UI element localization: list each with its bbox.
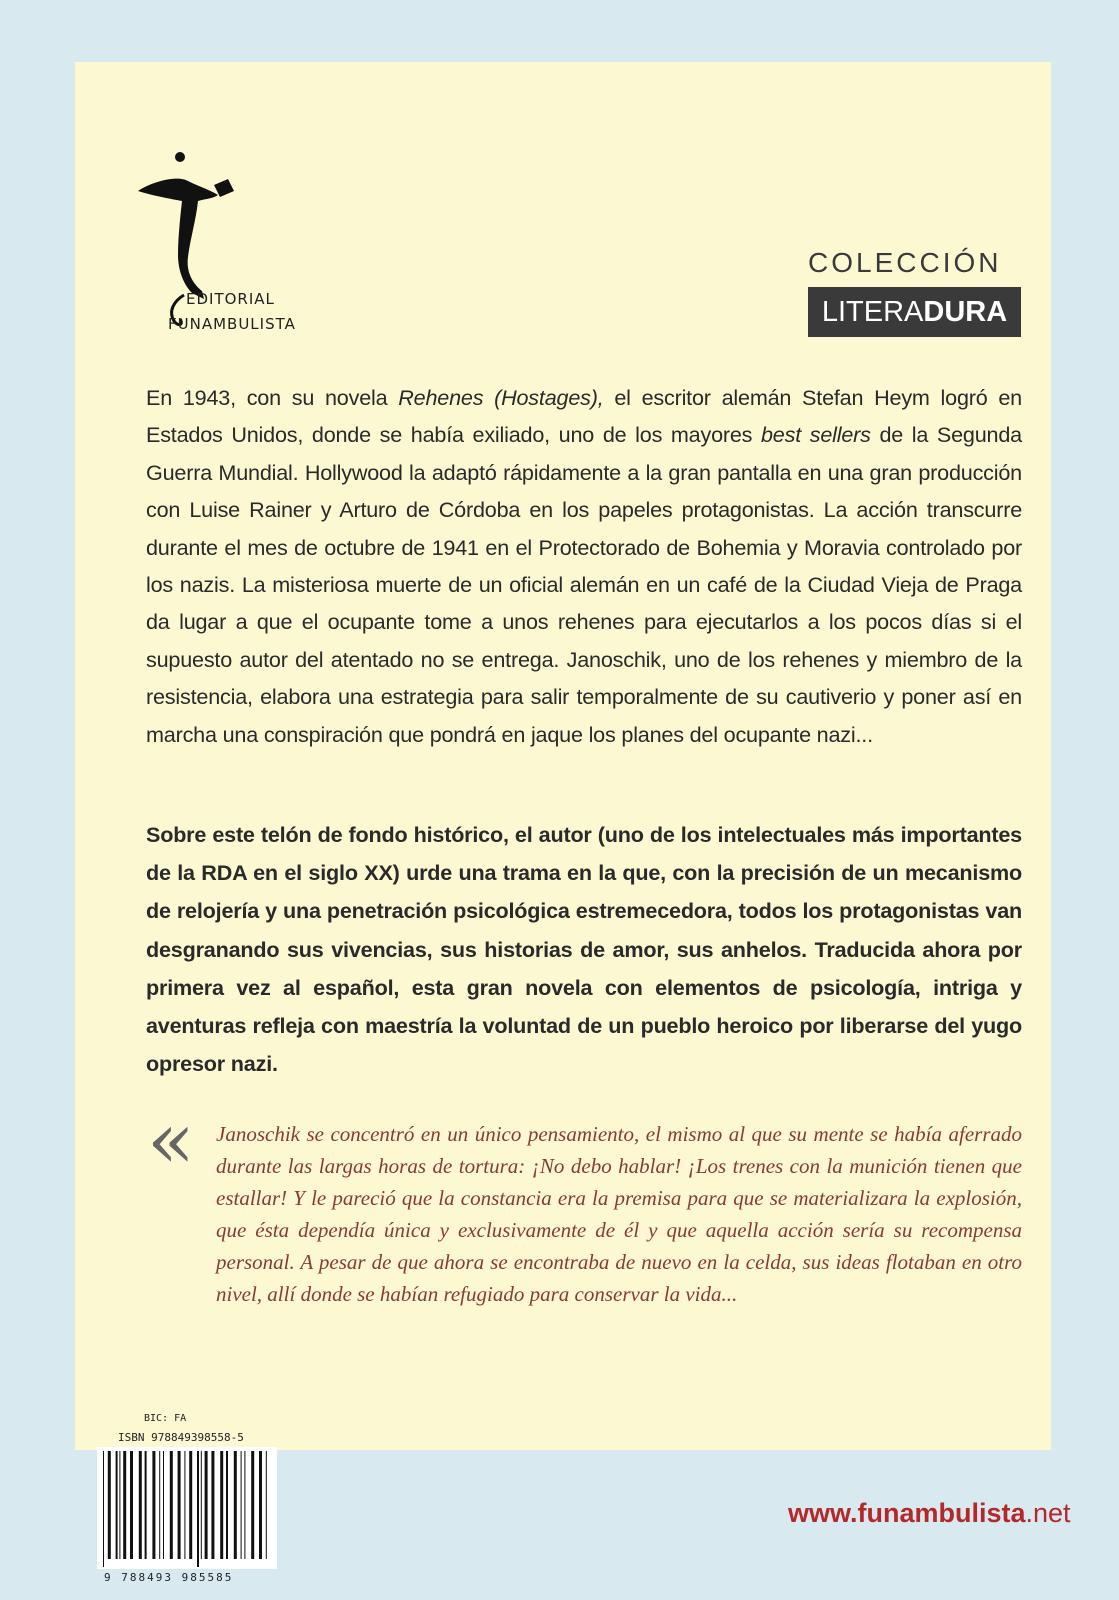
barcode-bar bbox=[241, 1451, 242, 1559]
barcode-bar bbox=[184, 1451, 185, 1559]
barcode-bar bbox=[178, 1451, 181, 1559]
barcode-bar bbox=[205, 1451, 208, 1559]
barcode-bar bbox=[266, 1451, 267, 1559]
synopsis-text: de la Segunda Guerra Mundial. Hollywood la adaptó rápidamente a la gran pantalla en una gran producción con Luise Rainer y Arturo de Córdoba en los papeles protagonistas. La acción transcurre durante el mes de octubre de 1941 en el Protectorado de Bohemia y Moravia controlado por los nazis. La misteriosa muerte de un oficial alemán en un café de la Ciudad Vieja de Praga da lugar a que el ocupante tome a unos rehenes para ejecutarlos a los pocos días si el supuesto autor del atentado no se entrega. Janoschik, uno de los rehenes y miembro de la resistencia, elabora una estrategia para salir temporalmente de su cautiverio y poner así en marcha una conspiración que pondrá en jaque los planes del ocupante nazi... bbox=[146, 422, 1022, 747]
barcode-bar bbox=[130, 1451, 133, 1559]
barcode-bar bbox=[116, 1451, 118, 1559]
barcode-bar bbox=[251, 1451, 254, 1559]
barcode-icon bbox=[97, 1447, 277, 1569]
synopsis-text: En 1943, con su novela bbox=[146, 385, 399, 410]
barcode-bar bbox=[123, 1451, 126, 1559]
barcode-bar bbox=[145, 1451, 147, 1559]
italic-title-text: Rehenes (Hostages), bbox=[398, 385, 604, 410]
barcode-bar bbox=[152, 1451, 155, 1559]
italic-title-text: best sellers bbox=[761, 422, 871, 448]
barcode-bar bbox=[119, 1451, 120, 1559]
website-tld: .net bbox=[1025, 1498, 1071, 1528]
collection-name-bold: DURA bbox=[923, 295, 1008, 328]
barcode-bar bbox=[108, 1451, 111, 1559]
barcode-bar bbox=[220, 1451, 223, 1559]
collection-label: COLECCIÓN bbox=[808, 247, 1002, 278]
collection-name-light: LITERA bbox=[821, 295, 924, 328]
barcode-bar bbox=[234, 1451, 237, 1559]
barcode-bar bbox=[201, 1451, 202, 1559]
barcode-bar bbox=[139, 1451, 142, 1559]
collection-name bbox=[808, 287, 1021, 337]
isbn-label: ISBN 978849398558-5 bbox=[118, 1431, 244, 1444]
barcode-bar bbox=[103, 1451, 104, 1567]
bic-code: BIC: FA bbox=[144, 1413, 187, 1424]
bold-paragraph: Sobre este telón de fondo histórico, el autor (uno de los intelectuales más importantes de la RDA en el siglo XX) urde una trama en la que, con la precisión de un mecanismo de relojería y una penetración psicológica estremecedora, todos los protagonistas van desgranando sus vivencias, sus historias de amor, sus anhelos. Traducida ahora por primera vez al español, esta gran novela con elementos de psicología, intriga y aventuras refleja con maestría la voluntad de un pueblo heroico por liberarse del yugo opresor nazi. bbox=[146, 822, 1022, 1077]
barcode-bar bbox=[159, 1451, 160, 1559]
barcode-bar bbox=[259, 1451, 262, 1559]
barcode-bar bbox=[226, 1451, 228, 1559]
publisher-name-line2: FUNAMBULISTA bbox=[168, 315, 296, 333]
website-main: www.funambulista bbox=[788, 1498, 1026, 1528]
barcode-bar bbox=[163, 1451, 164, 1559]
quote-mark: « bbox=[147, 1096, 195, 1186]
barcode-bar bbox=[189, 1451, 192, 1559]
barcode-bar bbox=[244, 1451, 245, 1559]
barcode-digits: 9 788493 985585 bbox=[104, 1571, 234, 1584]
synopsis-text: el escritor alemán Stefan Heym logró en Estados Unidos, donde se había exiliado, uno de los mayores bbox=[146, 385, 1022, 448]
synopsis-paragraph bbox=[146, 379, 1022, 753]
barcode-bar bbox=[170, 1451, 173, 1559]
publisher-name-line1: EDITORIAL bbox=[186, 290, 275, 308]
barcode-bar bbox=[197, 1451, 199, 1567]
website-link[interactable] bbox=[788, 1498, 1071, 1529]
excerpt-quote: Janoschik se concentró en un único pensamiento, el mismo al que su mente se había aferrado durante las largas horas de tortura: ¡No debo hablar! ¡Los trenes con la munición tienen que estallar! Y le pareció que la constancia era la premisa para que se materializara la explosión, que ésta dependía única y exclusivamente de él y que aquella acción sería su recompensa personal. A pesar de que ahora se encontraba de nuevo en la celda, sus ideas flotaban en otro nivel, allí donde se habían refugiado para conservar la vida... bbox=[216, 1122, 1022, 1306]
barcode-bar bbox=[211, 1451, 214, 1559]
